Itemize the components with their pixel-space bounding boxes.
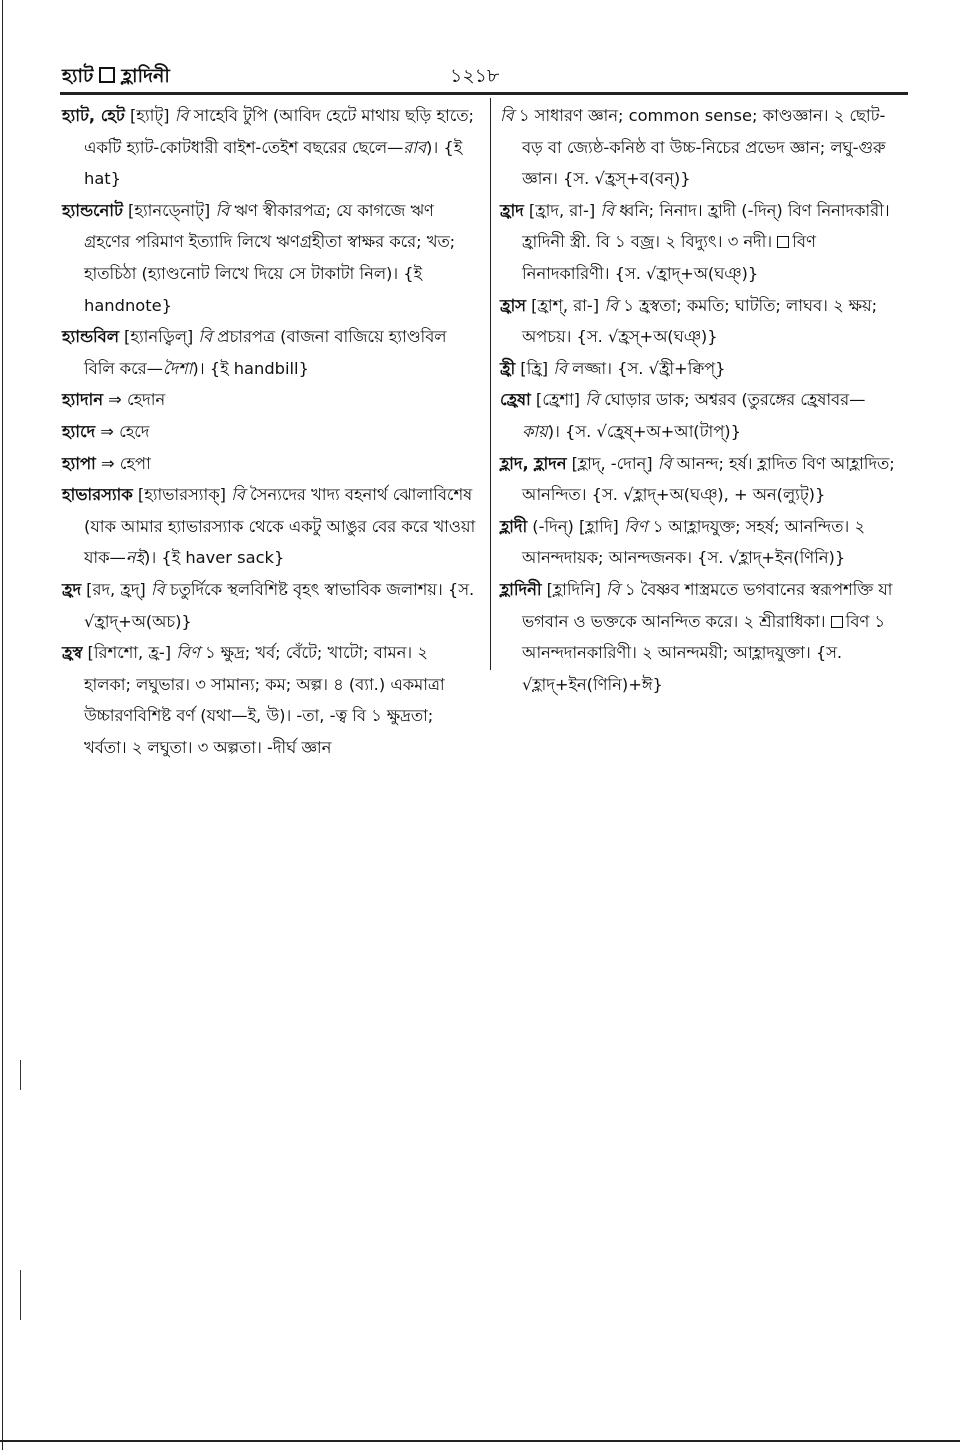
part-of-speech: বি	[604, 295, 619, 315]
pronunciation: [হ্যাভারস্যাক্]	[132, 485, 232, 505]
dictionary-entry	[500, 448, 900, 511]
pronunciation: [হ্যানড্বিল্]	[118, 327, 199, 347]
pronunciation: [হ্যানড্নোট্]	[122, 200, 216, 220]
definition: ⇒ হেদান	[103, 390, 166, 410]
part-of-speech: বি	[585, 390, 599, 410]
running-head-start: হ্যাট	[62, 65, 94, 87]
margin-mark	[20, 1270, 21, 1320]
part-of-speech: বি	[500, 106, 514, 125]
pronunciation: [রিশশো, হ্র-]	[82, 643, 177, 663]
box-symbol-icon	[777, 236, 789, 248]
pronunciation: [হ্লাদ্, -দোন্]	[566, 453, 658, 473]
definition: ঋণ স্বীকারপত্র; যে কাগজে ঋণ গ্রহণের পরিমাণ ইত্যাদি লিখে ঋণগ্রহীতা স্বাক্ষর করে; খত; হাতচিঠা (হ্যাণ্ডনোট লিখে দিয়ে সে টাকাটা নিল)। {ই handnote}	[84, 200, 456, 315]
definition: সৈন্যদের খাদ্য বহনার্থ ঝোলাবিশেষ (যাক আমার হ্যাভারস্যাক থেকে একটু আঙুর বের করে খাওয়া যাক—	[84, 485, 476, 568]
headword: হ্যাট, হেট	[62, 106, 125, 125]
pronunciation: [রদ, হ্রদ্]	[81, 579, 151, 599]
pronunciation: [হ্রেশা]	[530, 390, 586, 410]
box-separator-icon	[99, 67, 115, 83]
pronunciation: [হ্রি]	[515, 358, 554, 378]
source-abbrev: দৈশা	[162, 358, 193, 378]
part-of-speech: বি	[231, 485, 245, 505]
etymology: )। {ই hat}	[84, 137, 463, 189]
dictionary-entry	[62, 384, 478, 416]
page-number: ১২১৮	[450, 65, 500, 87]
definition: ১ সাধারণ জ্ঞান; common sense; কাণ্ডজ্ঞান। ২ ছোট-বড় বা জ্যেষ্ঠ-কনিষ্ঠ বা উচ্চ-নিচের প্রভেদ জ্ঞান; লঘু-গুরু জ্ঞান। {স. √হ্রস্+ব(বন্)}	[513, 106, 886, 189]
part-of-speech: বি	[174, 106, 189, 125]
source-abbrev: রাব	[403, 137, 427, 157]
definition: ধ্বনি; নিনাদ। হ্রাদী (-দিন্) বিণ নিনাদকারী। হ্রাদিনী স্ত্রী. বি ১ বজ্র। ২ বিদ্যুৎ। ৩ নদী।	[522, 200, 890, 252]
dictionary-entry	[500, 384, 900, 447]
etymology: )। {ই haver sack}	[143, 548, 285, 568]
dictionary-entry	[62, 574, 478, 637]
headword: হ্যান্ডনোট	[62, 200, 123, 220]
dictionary-entry	[62, 195, 478, 321]
column-divider	[490, 98, 491, 670]
headword: হ্রাস	[500, 295, 526, 315]
definition: ১ বৈষ্ণব শাস্ত্রমতে ভগবানের স্বরূপশক্তি যা ভগবান ও ভক্তকে আনন্দিত করে। ২ শ্রীরাধিকা।	[522, 579, 893, 631]
headword: হ্রেষা	[500, 390, 531, 410]
part-of-speech: বি	[198, 327, 213, 347]
left-column	[62, 100, 478, 763]
dictionary-entry	[62, 637, 478, 763]
definition-continued: বিণ ১ আনন্দদানকারিণী। ২ আনন্দময়ী; আহ্লাদযুক্তা। {স. √হ্লাদ্+ইন(ণিনি)+ঈ}	[522, 611, 885, 694]
definition: ১ ক্ষুদ্র; খর্ব; বেঁটে; খাটো; বামন। ২ হালকা; লঘুভার। ৩ সামান্য; কম; অল্প। ৪ (ব্যা.) একমাত্রা উচ্চারণবিশিষ্ট বর্ণ (যথা—ই, উ)। -তা, -ত্ব বি ১ ক্ষুদ্রতা; খর্বতা। ২ লঘুতা। ৩ অল্পতা। -দীর্ঘ জ্ঞান	[84, 643, 445, 757]
definition-continued: বিণ নিনাদকারিণী। {স. √হ্রাদ্+অ(ঘঞ্)}	[522, 232, 816, 283]
dictionary-entry	[500, 511, 900, 574]
headword: হ্যাপা	[62, 453, 96, 473]
definition: ১ আহ্লাদযুক্ত; সহর্ষ; আনন্দিত। ২ আনন্দদায়ক; আনন্দজনক। {স. √হ্লাদ্+ইন(ণিনি)}	[522, 516, 865, 568]
part-of-speech: বি	[600, 200, 615, 220]
definition: ⇒ হেদে	[95, 421, 150, 441]
definition: প্রচারপত্র (বাজনা বাজিয়ে হ্যাণ্ডবিল বিলি করে—	[84, 327, 447, 378]
headword: হ্যাদে	[62, 421, 96, 441]
headword: হ্রস্ব	[62, 643, 83, 663]
headword: হ্লাদী	[500, 516, 528, 536]
definition: ঘোড়ার ডাক; অশ্বরব (তুরঙ্গের হ্রেষাবর—	[598, 390, 866, 410]
part-of-speech: বি	[657, 453, 672, 473]
pronunciation: [হ্যাট্]	[124, 106, 175, 125]
pronunciation: (-দিন্) [হ্লাদি]	[527, 516, 624, 536]
dictionary-entry	[62, 448, 478, 480]
page-edge-left	[2, 0, 3, 1450]
part-of-speech: বি	[150, 579, 165, 599]
part-of-speech: বিণ	[623, 516, 648, 536]
definition: ১ হ্রস্বতা; কমতি; ঘাটতি; লাঘব। ২ ক্ষয়; অপচয়। {স. √হ্রস্+অ(ঘঞ্)}	[522, 295, 878, 347]
dictionary-entry	[62, 416, 478, 448]
part-of-speech: বি	[553, 358, 567, 378]
definition: লজ্জা। {স. √হ্রী+ক্বিপ্}	[567, 358, 726, 378]
dictionary-entry	[500, 290, 900, 353]
box-symbol-icon	[831, 616, 843, 628]
part-of-speech: বি	[606, 579, 620, 599]
headword: হ্রী	[500, 358, 516, 378]
pronunciation: [হ্রাশ্, রা-]	[525, 295, 605, 315]
dictionary-entry	[62, 321, 478, 384]
etymology: )। {স. √হ্রেষ্+অ+আ(টাপ্)}	[547, 421, 741, 441]
headword: হ্যাদান	[62, 390, 103, 410]
dictionary-entry	[500, 574, 900, 700]
pronunciation: [হ্রাদ, রা-]	[523, 200, 601, 220]
headword: হ্লাদ, হ্লাদন	[500, 453, 567, 473]
right-column	[500, 100, 900, 700]
part-of-speech: বিণ	[176, 643, 200, 663]
dictionary-entry	[62, 100, 478, 195]
dictionary-entry	[500, 100, 900, 195]
page-edge-bottom	[0, 1440, 960, 1442]
headword: হ্রাদ	[500, 200, 524, 220]
dictionary-entry	[500, 353, 900, 385]
dictionary-entry	[500, 195, 900, 290]
source-abbrev: নই	[125, 548, 144, 568]
source-abbrev: কায়	[522, 421, 548, 441]
running-head	[62, 62, 170, 94]
definition: আনন্দ; হর্ষ। হ্লাদিত বিণ আহ্লাদিত; আনন্দিত। {স. √হ্লাদ্+অ(ঘঞ্), + অন(ল্যুট্)}	[522, 453, 895, 505]
headword: হাভারস্যাক	[62, 485, 133, 505]
dictionary-entry	[62, 479, 478, 574]
headword: হ্লাদিনী	[500, 579, 542, 599]
header-rule	[60, 92, 908, 95]
headword: হ্রদ	[62, 579, 81, 599]
margin-mark	[20, 1060, 21, 1090]
definition: ⇒ হেপা	[95, 453, 151, 473]
pronunciation: [হ্লাদিনি]	[541, 579, 607, 599]
definition: চতুর্দিকে স্থলবিশিষ্ট বৃহৎ স্বাভাবিক জলাশয়। {স. √হ্রাদ্+অ(অচ)}	[84, 579, 475, 631]
etymology: )। {ই handbill}	[192, 358, 309, 378]
definition: সাহেবি টুপি (আবিদ হেটে মাথায় ছড়ি হাতে; একটি হ্যাট-কোটধারী বাইশ-তেইশ বছরের ছেলে—	[84, 106, 474, 157]
headword: হ্যান্ডবিল	[62, 327, 119, 347]
part-of-speech: বি	[215, 200, 230, 220]
running-head-end: হ্লাদিনী	[121, 65, 170, 87]
